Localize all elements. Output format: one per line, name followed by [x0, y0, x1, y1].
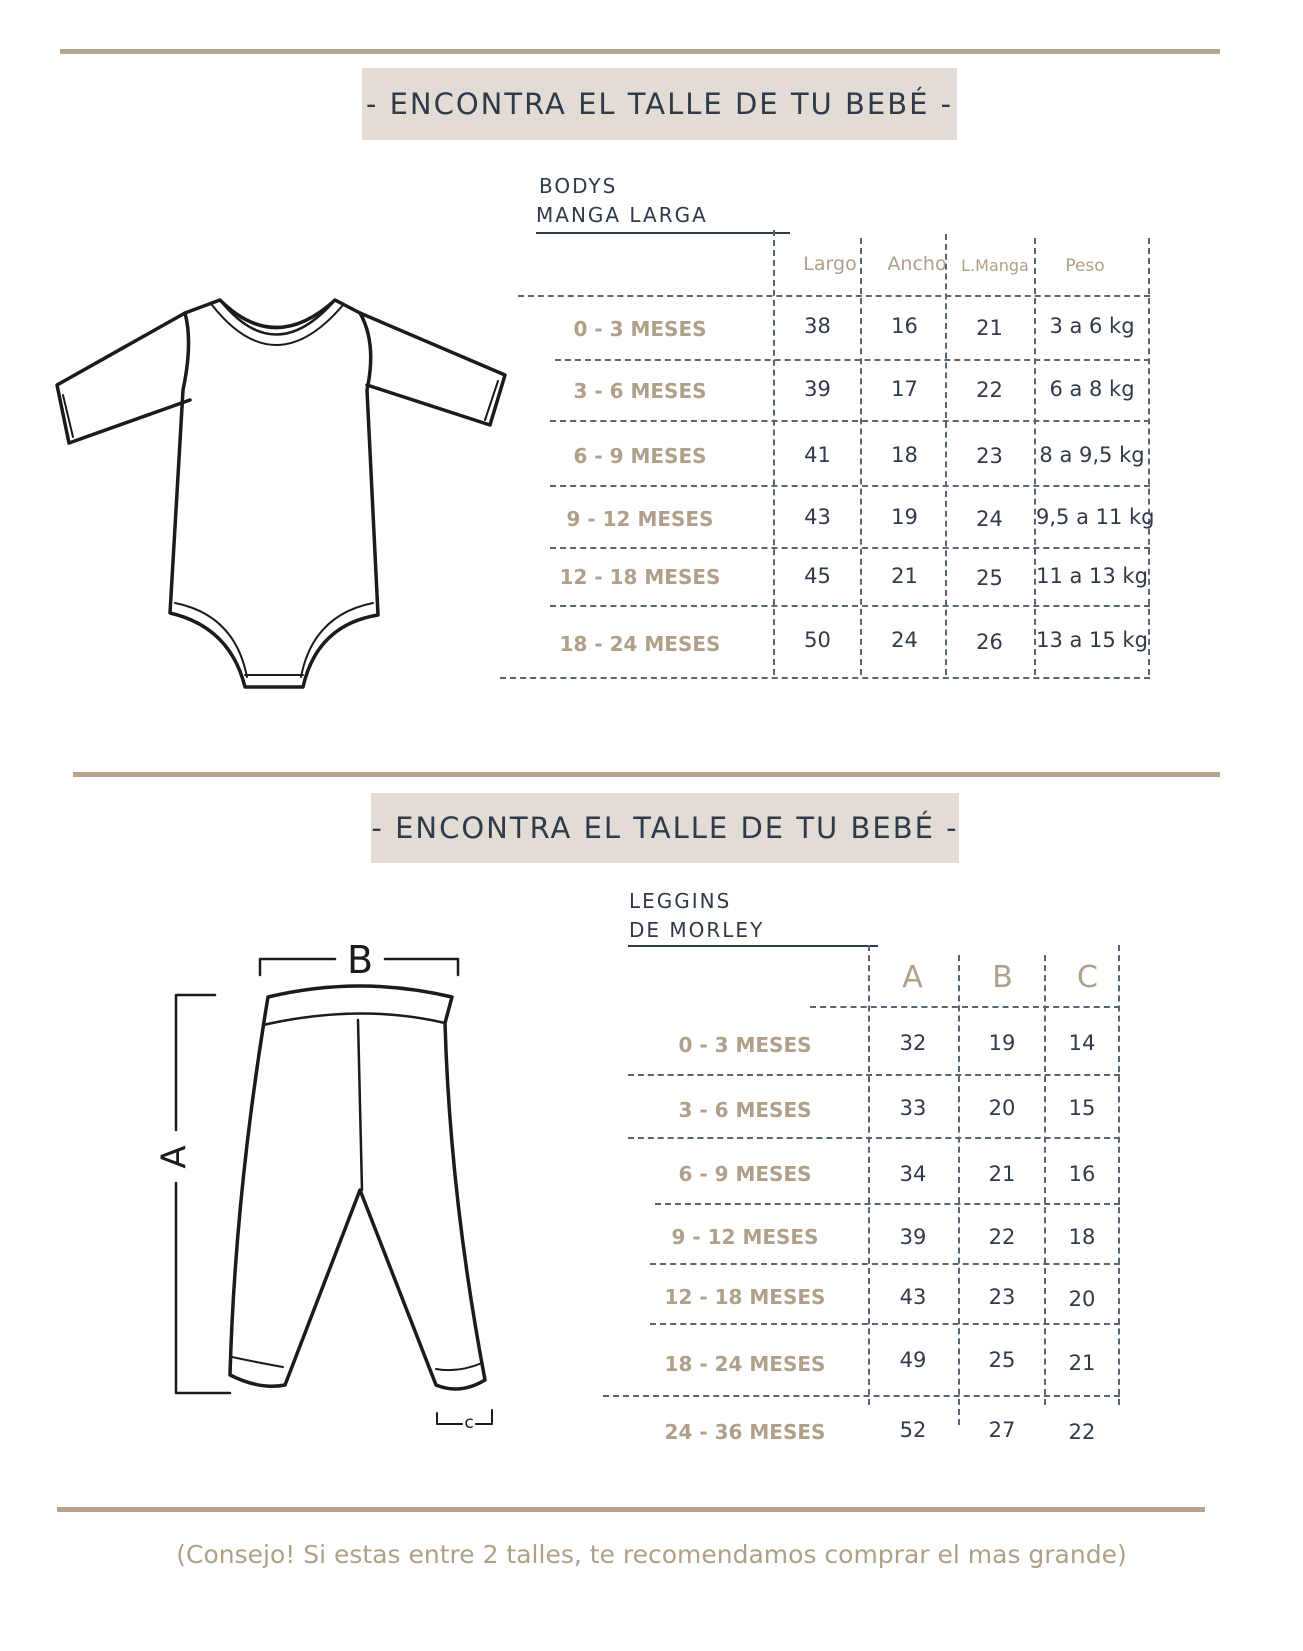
table1-cell: 25 — [976, 566, 1003, 590]
bodysuit-illustration — [55, 295, 515, 705]
col-header-largo: Largo — [803, 253, 857, 275]
col-header-l-manga: L.Manga — [961, 256, 1029, 275]
table2-cell: 49 — [899, 1348, 927, 1372]
product-title-line1: LEGGINS — [629, 889, 732, 913]
size-guide-banner-2: - ENCONTRA EL TALLE DE TU BEBÉ - — [371, 793, 959, 863]
col-header-c: C — [1077, 960, 1098, 995]
product-title-line1: BODYS — [539, 174, 618, 198]
table1-cell: 21 — [891, 564, 918, 588]
table2-cell: 23 — [988, 1285, 1016, 1309]
table2-cell: 22 — [988, 1225, 1016, 1249]
table1-cell: 45 — [804, 564, 831, 588]
table1-cell: 9,5 a 11 kg — [1036, 505, 1155, 529]
product-title-underline — [628, 945, 878, 947]
table2-cell: 33 — [899, 1096, 927, 1120]
table1-cell: 6 a 8 kg — [1049, 377, 1135, 401]
table2-cell: 16 — [1068, 1162, 1096, 1186]
table1-hline-2 — [555, 359, 1150, 361]
table2-cell: 43 — [899, 1285, 927, 1309]
table1-hline-7 — [500, 677, 1150, 679]
table1-cell: 26 — [976, 630, 1003, 654]
table1-cell: 22 — [976, 378, 1003, 402]
diagram-label-a: A — [154, 1145, 195, 1169]
table1-hline-6 — [550, 605, 1150, 607]
table2-hline-7 — [603, 1395, 1120, 1397]
table2-cell: 21 — [988, 1162, 1016, 1186]
table1-cell: 18 — [891, 443, 918, 467]
table2-row-label: 6 - 9 MESES — [678, 1162, 812, 1186]
table2-cell: 25 — [988, 1348, 1016, 1372]
table2-cell: 20 — [988, 1096, 1016, 1120]
table2-cell: 20 — [1068, 1287, 1096, 1311]
table1-cell: 3 a 6 kg — [1049, 314, 1135, 338]
bottom-divider — [57, 1507, 1205, 1512]
leggings-illustration — [140, 938, 520, 1435]
table1-row-label: 0 - 3 MESES — [573, 317, 707, 341]
table2-cell: 39 — [899, 1225, 927, 1249]
product-title-line2: MANGA LARGA — [536, 203, 708, 227]
table1-hline-3 — [550, 420, 1150, 422]
table2-cell: 34 — [899, 1162, 927, 1186]
table2-row-label: 24 - 36 MESES — [664, 1420, 826, 1444]
table2-hline-2 — [628, 1074, 1120, 1076]
table2-hline-3 — [628, 1137, 1120, 1139]
table1-hline-1 — [518, 295, 1150, 297]
diagram-label-b: B — [346, 938, 374, 982]
table2-row-label: 3 - 6 MESES — [678, 1098, 812, 1122]
table1-hline-4 — [550, 485, 1150, 487]
table2-cell: 14 — [1068, 1031, 1096, 1055]
middle-divider — [73, 772, 1220, 777]
col-header-ancho: Ancho — [887, 253, 947, 275]
table2-cell: 15 — [1068, 1096, 1096, 1120]
table1-row-label: 6 - 9 MESES — [573, 444, 707, 468]
product-title-underline — [536, 232, 790, 234]
table1-hline-5 — [550, 547, 1150, 549]
table1-cell: 8 a 9,5 kg — [1039, 443, 1145, 467]
table2-cell: 32 — [899, 1031, 927, 1055]
table2-row-label: 9 - 12 MESES — [671, 1225, 819, 1249]
table1-cell: 38 — [804, 314, 831, 338]
col-header-b: B — [992, 960, 1013, 995]
size-guide-banner-1: - ENCONTRA EL TALLE DE TU BEBÉ - — [362, 68, 957, 140]
table1-cell: 39 — [804, 377, 831, 401]
table2-cell: 19 — [988, 1031, 1016, 1055]
table2-cell: 27 — [988, 1418, 1016, 1442]
size-tip: (Consejo! Si estas entre 2 talles, te recomendamos comprar el mas grande) — [176, 1540, 1127, 1569]
col-header-peso: Peso — [1065, 256, 1105, 276]
table1-cell: 16 — [891, 314, 918, 338]
table1-cell: 11 a 13 kg — [1036, 564, 1148, 588]
table2-row-label: 12 - 18 MESES — [664, 1285, 826, 1309]
table2-cell: 18 — [1068, 1225, 1096, 1249]
table2-row-label: 18 - 24 MESES — [664, 1352, 826, 1376]
table1-cell: 17 — [891, 377, 918, 401]
table1-row-label: 12 - 18 MESES — [559, 565, 721, 589]
table1-cell: 41 — [804, 443, 831, 467]
table1-cell: 50 — [804, 628, 831, 652]
table1-cell: 43 — [804, 505, 831, 529]
product-title-bodys — [536, 172, 708, 230]
table1-row-label: 3 - 6 MESES — [573, 379, 707, 403]
table2-cell: 22 — [1068, 1420, 1096, 1444]
table1-cell: 24 — [976, 507, 1003, 531]
table2-cell: 21 — [1068, 1351, 1096, 1375]
table2-hline-1 — [810, 1006, 1120, 1008]
table2-row-label: 0 - 3 MESES — [678, 1033, 812, 1057]
diagram-label-c: c — [464, 1413, 474, 1433]
table1-row-label: 9 - 12 MESES — [566, 507, 714, 531]
col-header-a: A — [902, 960, 923, 995]
table2-vline-4 — [1118, 945, 1120, 1405]
table2-hline-6 — [650, 1323, 1120, 1325]
table1-cell: 13 a 15 kg — [1036, 628, 1148, 652]
product-title-line2: DE MORLEY — [629, 918, 765, 942]
table2-cell: 52 — [899, 1418, 927, 1442]
table2-hline-5 — [650, 1263, 1120, 1265]
table1-cell: 23 — [976, 444, 1003, 468]
table1-cell: 19 — [891, 505, 918, 529]
top-divider — [60, 49, 1220, 54]
table1-row-label: 18 - 24 MESES — [559, 632, 721, 656]
table1-cell: 21 — [976, 316, 1003, 340]
product-title-leggins — [629, 887, 764, 945]
table1-cell: 24 — [891, 628, 918, 652]
table1-vline-5 — [1148, 238, 1150, 675]
table2-hline-4 — [655, 1203, 1120, 1205]
